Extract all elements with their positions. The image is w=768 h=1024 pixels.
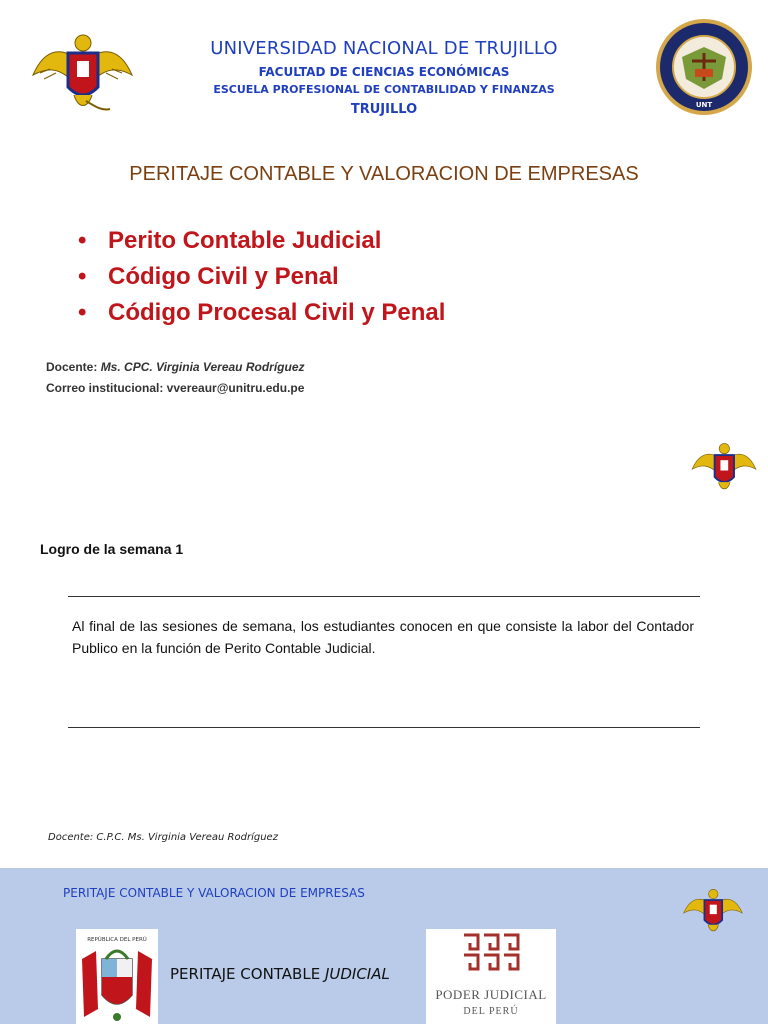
institutional-email: Correo institucional: vvereaur@unitru.edu.pe	[46, 381, 305, 395]
peru-coat-of-arms-icon	[76, 929, 158, 1024]
band-title: PERITAJE CONTABLE Y VALORACION DE EMPRESAS	[63, 886, 365, 900]
city-title: TRUJILLO	[350, 102, 418, 117]
divider-bottom	[68, 727, 700, 728]
topic-item	[78, 296, 445, 332]
topic-item	[78, 260, 445, 296]
logro-title: Logro de la semana 1	[40, 541, 184, 557]
divider-top	[68, 596, 700, 597]
poder-judicial-logo-icon	[426, 929, 556, 1024]
seal-label: UNT	[695, 101, 713, 109]
topics-list	[78, 224, 445, 332]
topic-item	[78, 224, 445, 260]
course-title: PERITAJE CONTABLE Y VALORACION DE EMPRESAS	[129, 163, 639, 185]
bullet-glyph: •	[78, 227, 87, 254]
pj-label-main: PERITAJE CONTABLE	[170, 965, 325, 983]
unt-eagle-logo-icon	[682, 883, 744, 937]
topic-label: Código Procesal Civil y Penal	[108, 299, 446, 326]
poder-judicial-name: PODER JUDICIAL	[435, 987, 547, 1002]
docente-line	[46, 360, 305, 374]
bullet-glyph: •	[78, 263, 87, 290]
university-title: UNIVERSIDAD NACIONAL DE TRUJILLO	[210, 38, 558, 59]
escudo-label: REPÚBLICA DEL PERÚ	[87, 937, 147, 943]
school-title: ESCUELA PROFESIONAL DE CONTABILIDAD Y FINANZAS	[213, 83, 555, 96]
unt-eagle-logo-icon	[690, 437, 758, 495]
logro-text: Al final de las sesiones de semana, los estudiantes conocen en que consiste la labor del Contador Publico en la función de Perito Contable Judicial.	[72, 618, 694, 656]
docente-name: Ms. CPC. Virginia Vereau Rodríguez	[100, 360, 305, 374]
topic-label: Perito Contable Judicial	[108, 227, 382, 254]
footer-docente: Docente: C.P.C. Ms. Virginia Vereau Rodríguez	[48, 832, 278, 843]
faculty-title: FACULTAD DE CIENCIAS ECONÓMICAS	[258, 65, 510, 79]
bullet-glyph: •	[78, 299, 87, 326]
topic-label: Código Civil y Penal	[108, 263, 339, 290]
poder-judicial-sub: DEL PERÚ	[463, 1006, 519, 1017]
pj-label-italic: JUDICIAL	[324, 965, 390, 983]
docente-label: Docente:	[46, 360, 101, 374]
peritaje-judicial-label	[170, 965, 390, 983]
